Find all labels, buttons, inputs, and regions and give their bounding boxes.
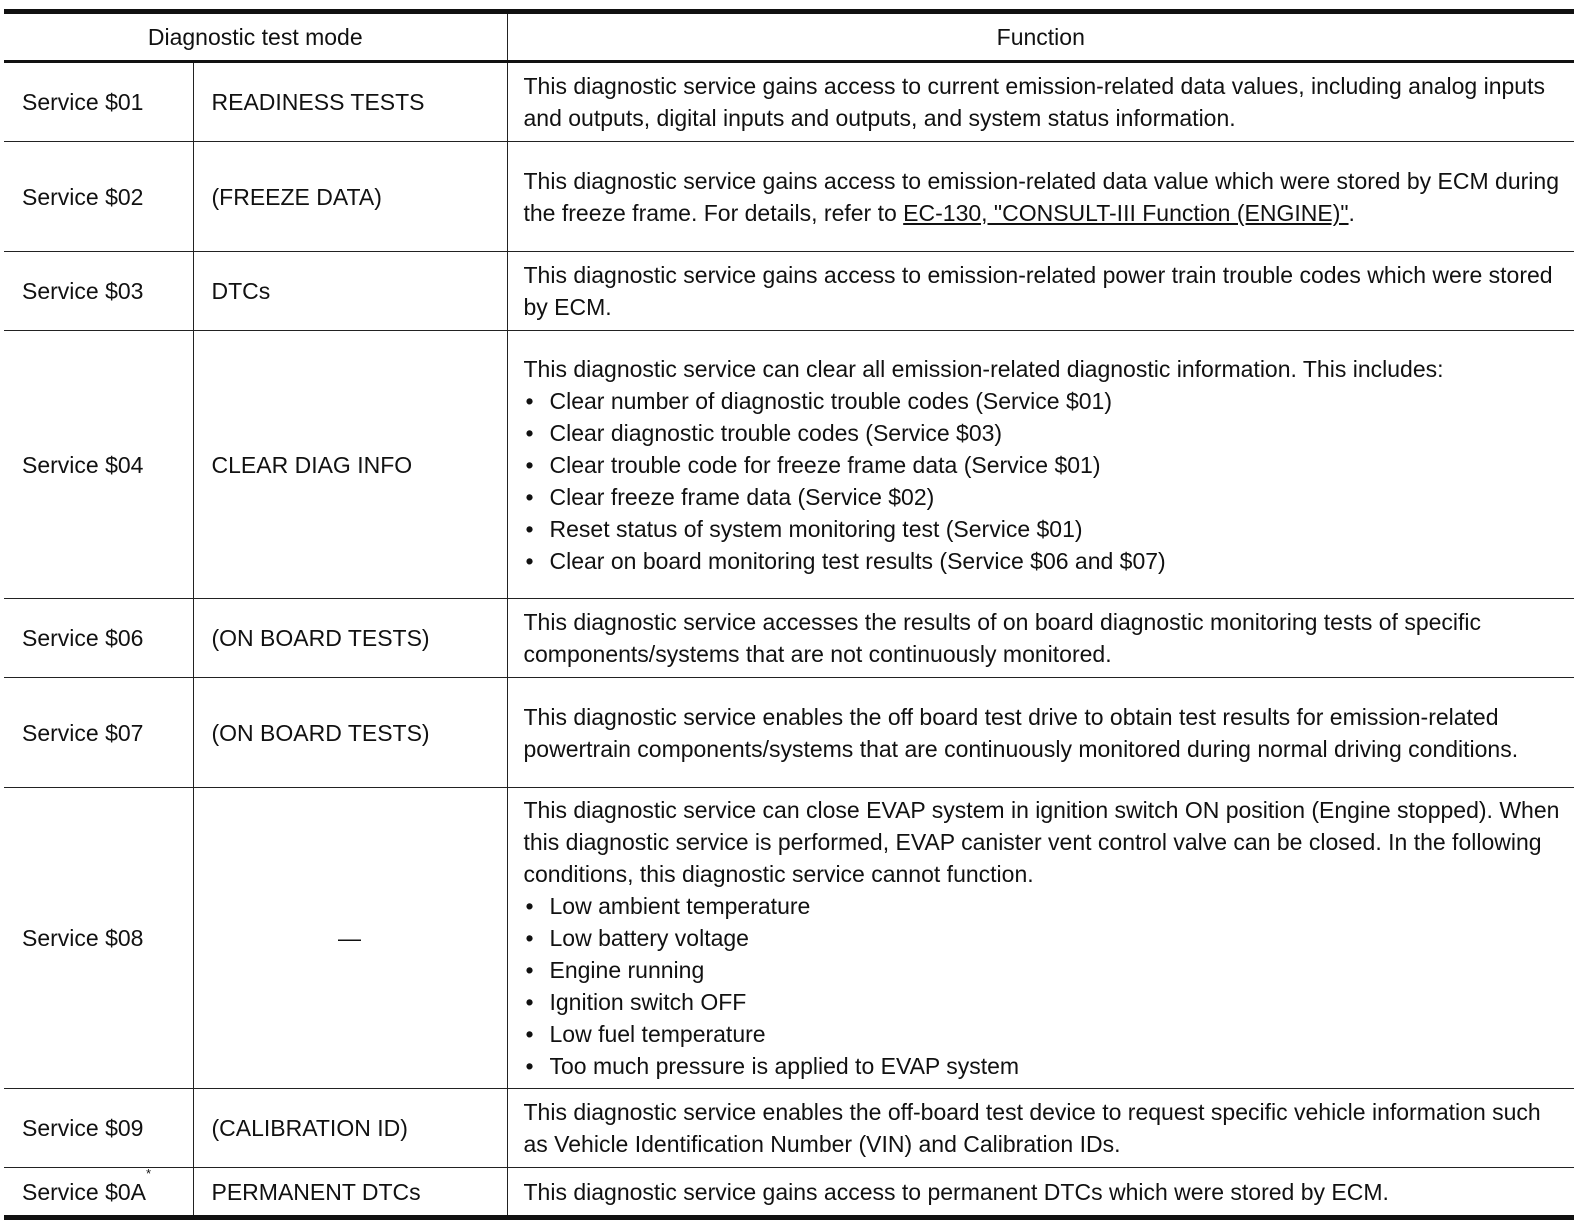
diagnostic-test-mode-table [4, 9, 1574, 1220]
function-text-end: . [1348, 199, 1355, 226]
service-code: Service $06 [4, 599, 193, 678]
service-code [4, 1165, 193, 1218]
table-row-service-01 [4, 62, 1574, 142]
table-row-service-07 [4, 678, 1574, 788]
reference-link[interactable]: EC-130, "CONSULT-III Function (ENGINE)" [903, 199, 1349, 226]
service-name: (ON BOARD TESTS) [193, 599, 507, 678]
header-function: Function [507, 12, 1574, 62]
list-item: • Too much pressure is applied to EVAP system [524, 1050, 1563, 1082]
list-item: • Engine running [524, 954, 1563, 986]
function-description [507, 678, 1574, 788]
service-name: READINESS TESTS [193, 62, 507, 142]
service-name: (ON BOARD TESTS) [193, 678, 507, 788]
service-code: Service $03 [4, 252, 193, 331]
service-code: Service $02 [4, 142, 193, 252]
function-text: This diagnostic service accesses the results of on board diagnostic monitoring tests of specific components/systems that are not continuously monitored. [523, 609, 1482, 667]
function-text: This diagnostic service can close EVAP system in ignition switch ON position (Engine stopped). When this diagnostic service is performed, EVAP canister vent control valve can be closed. In the following conditions, this diagnostic service cannot function. [523, 797, 1560, 887]
service-code: Service $01 [4, 62, 193, 142]
function-description [507, 331, 1574, 599]
function-description [507, 252, 1574, 331]
function-description [507, 788, 1574, 1089]
list-item: • Clear trouble code for freeze frame data (Service $01) [524, 449, 1563, 481]
list-item: • Low battery voltage [524, 922, 1563, 954]
table-row-service-03 [4, 252, 1574, 331]
table-row-service-09 [4, 1089, 1574, 1168]
service-code-text: Service $0A [22, 1178, 147, 1205]
function-description [507, 599, 1574, 678]
list-item: • Clear on board monitoring test results (Service $06 and $07) [524, 545, 1563, 577]
function-description [507, 1168, 1574, 1218]
function-text: This diagnostic service gains access to current emission-related data values, including analog inputs and outputs, digital inputs and outputs, and system status information. [523, 73, 1545, 131]
list-item: • Clear freeze frame data (Service $02) [524, 481, 1563, 513]
bullet-list [524, 385, 1563, 577]
footnote-mark: * [146, 1165, 152, 1181]
service-name: — [193, 788, 507, 1089]
table-row-service-06 [4, 599, 1574, 678]
list-item: • Low fuel temperature [524, 1018, 1563, 1050]
service-code: Service $04 [4, 331, 193, 599]
function-text: This diagnostic service enables the off-board test device to request specific vehicle information such as Vehicle Identification Number (VIN) and Calibration IDs. [523, 1099, 1541, 1157]
function-text: This diagnostic service gains access to emission-related data value which were stored by ECM during the freeze frame. For details, refer to [523, 167, 1559, 226]
service-name: DTCs [193, 252, 507, 331]
service-code: Service $09 [4, 1089, 193, 1168]
function-text: This diagnostic service gains access to emission-related power train trouble codes which were stored by ECM. [523, 262, 1553, 320]
function-description [507, 142, 1574, 252]
list-item: • Clear diagnostic trouble codes (Service $03) [524, 417, 1563, 449]
list-item: • Reset status of system monitoring test (Service $01) [524, 513, 1563, 545]
service-name: CLEAR DIAG INFO [193, 331, 507, 599]
list-item: • Low ambient temperature [524, 890, 1563, 922]
table-row-service-0a [4, 1168, 1574, 1218]
service-name: PERMANENT DTCs [193, 1168, 507, 1218]
function-description [507, 1089, 1574, 1168]
table-row-service-08 [4, 788, 1574, 1089]
service-code: Service $08 [4, 788, 193, 1089]
list-item: • Ignition switch OFF [524, 986, 1563, 1018]
service-name: (CALIBRATION ID) [193, 1089, 507, 1168]
service-name: (FREEZE DATA) [193, 142, 507, 252]
function-text: This diagnostic service can clear all emission-related diagnostic information. This includes: [523, 355, 1444, 382]
list-item: • Clear number of diagnostic trouble codes (Service $01) [524, 385, 1563, 417]
bullet-list [524, 890, 1563, 1082]
header-row [4, 12, 1574, 62]
table-row-service-04 [4, 331, 1574, 599]
header-mode: Diagnostic test mode [4, 12, 507, 62]
table-row-service-02 [4, 142, 1574, 252]
service-code: Service $07 [4, 678, 193, 788]
function-text: This diagnostic service enables the off board test drive to obtain test results for emission-related powertrain components/systems that are continuously monitored during normal driving conditions. [523, 703, 1519, 762]
function-text: This diagnostic service gains access to permanent DTCs which were stored by ECM. [523, 1178, 1389, 1205]
function-description [507, 62, 1574, 142]
